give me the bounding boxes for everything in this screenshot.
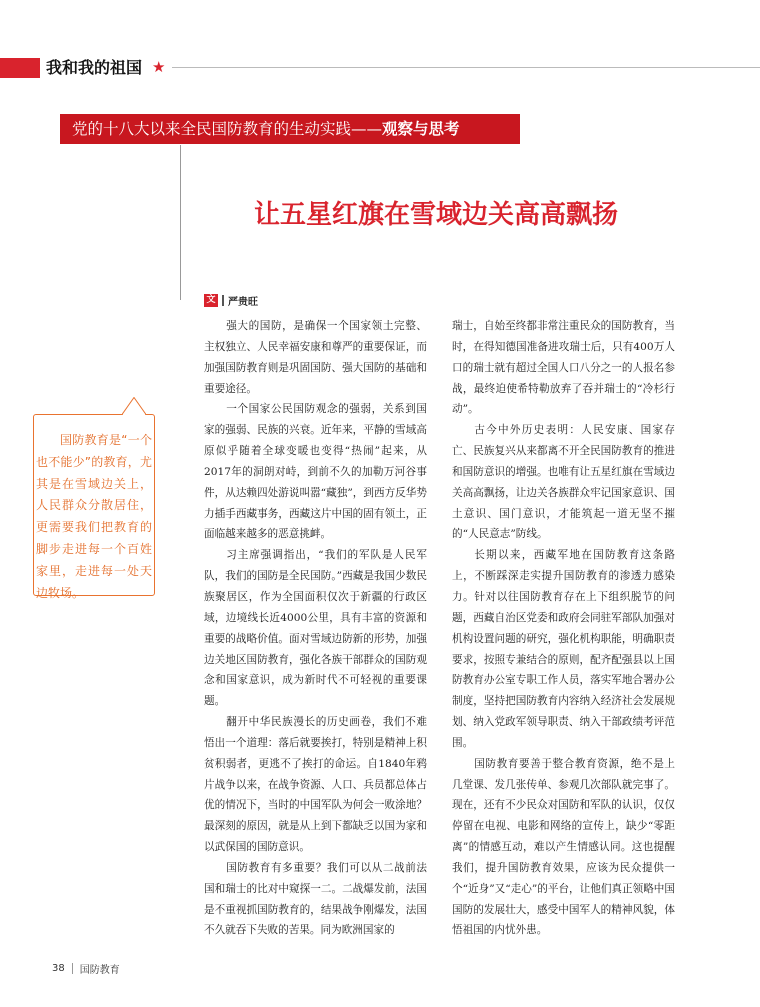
article-column-left [204, 316, 427, 941]
section-title: 我和我的祖国 [46, 58, 143, 77]
paragraph: 古今中外历史表明：人民安康、国家存亡、民族复兴从来都离不开全民国防教育的推进和国防意识的增强。也唯有让五星红旗在雪域边关高高飘扬，让边关各族群众牢记国家意识、国土意识、国门意识，才能筑起一道无坚不摧的“人民意志”防线。 [452, 424, 675, 541]
paragraph: 翻开中华民族漫长的历史画卷，我们不难悟出一个道理：落后就要挨打，特别是精神上积贫积弱者，更逃不了挨打的命运。自1840年鸦片战争以来，在战争资源、人口、兵员都总体占优的情况下，当时的中国军队为何会一败涂地？最深刻的原因，就是从上到下都缺乏以国为家和以武保国的国防意识。 [204, 716, 427, 854]
page-number: 38 [52, 963, 65, 974]
paragraph: 国防教育有多重要？我们可以从二战前法国和瑞士的比对中窥探一二。二战爆发前，法国是不重视抓国防教育的，结果战争刚爆发，法国不久就吞下失败的苦果。同为欧洲国家的 [204, 861, 427, 937]
paragraph: 国防教育要善于整合教育资源，绝不是上几堂课、发几张传单、参观几次部队就完事了。现在，还有不少民众对国防和军队的认识，仅仅停留在电视、电影和网络的宣传上，缺少“零距离”的情感互动，难以产生情感认同。这也提醒我们，提升国防教育效果，应该为民众提供一个“近身”又“走心”的平台，让他们真正领略中国国防的发展壮大，感受中国军人的精神风貌，体悟祖国的内忧外患。 [452, 757, 675, 937]
paragraph: 习主席强调指出，“我们的军队是人民军队，我们的国防是全民国防。”西藏是我国少数民族聚居区，作为全国面积仅次于新疆的行政区域，边境线长近4000公里，具有丰富的资源和重要的战略价值。面对雪域边防新的形势，加强边关地区国防教育，强化各族干部群众的国防观念和国家意识，成为新时代不可轻视的重要课题。 [204, 549, 427, 708]
star-icon: ★ [152, 58, 166, 76]
decorative-vertical-line [180, 145, 181, 300]
page-footer [52, 961, 120, 976]
topic-banner-text [72, 114, 460, 144]
article-column-right [452, 316, 675, 941]
section-marker-bar [0, 58, 40, 78]
header-divider [172, 67, 760, 68]
footer-divider [72, 963, 73, 974]
author-name: 严贵旺 [228, 297, 258, 308]
paragraph: 一个国家公民国防观念的强弱，关系到国家的强弱、民族的兴衰。近年来，平静的雪域高原似乎随着全球变暖也变得“热闹”起来，从2017年的洞朗对峙，到前不久的加勒万河谷事件，从达赖四处游说叫嚣“藏独”，到西方反华势力插手西藏事务，西藏这片中国的固有领土，正面临越来越多的恶意挑衅。 [204, 403, 427, 541]
byline [204, 293, 258, 308]
article-title: 让五星红旗在雪域边关高高飘扬 [253, 200, 618, 230]
paragraph: 长期以来，西藏军地在国防教育这条路上，不断踩深走实提升国防教育的渗透力感染力。针对以往国防教育存在上下组织脱节的问题，西藏自治区党委和政府会同驻军部队加强对机构设置问题的研究，强化机构职能，明确职责要求，按照专兼结合的原则，配齐配强县以上国防教育办公室专职工作人员，落实军地合署办公制度，坚持把国防教育内容纳入经济社会发展规划、纳入党政军领导职责、纳入干部政绩考评范围。 [452, 549, 675, 749]
pullquote-text: 国防教育是“一个也不能少”的教育，尤其是在雪域边关上，人民群众分散居住，更需要我们把教育的脚步走进每一个百姓家里，走进每一处天边牧场。 [36, 433, 152, 600]
paragraph: 强大的国防，是确保一个国家领土完整、主权独立、人民幸福安康和尊严的重要保证，而加强国防教育则是巩固国防、强大国防的基础和重要途径。 [204, 320, 427, 395]
pullquote-notch [122, 397, 146, 415]
paragraph-continued: 瑞士，自始至终都非常注重民众的国防教育，当时，在得知德国准备进攻瑞士后，只有400万人口的瑞士就有超过全国人口八分之一的人报名参战，最终迫使希特勒放弃了吞并瑞士的“冷杉行动”。 [452, 320, 675, 416]
magazine-name: 国防教育 [79, 965, 120, 976]
banner-main-text: 党的十八大以来全民国防教育的生动实践—— [72, 120, 383, 138]
banner-bold-text: 观察与思考 [382, 120, 460, 138]
byline-divider [222, 295, 224, 306]
byline-tag: 文 [204, 294, 218, 307]
